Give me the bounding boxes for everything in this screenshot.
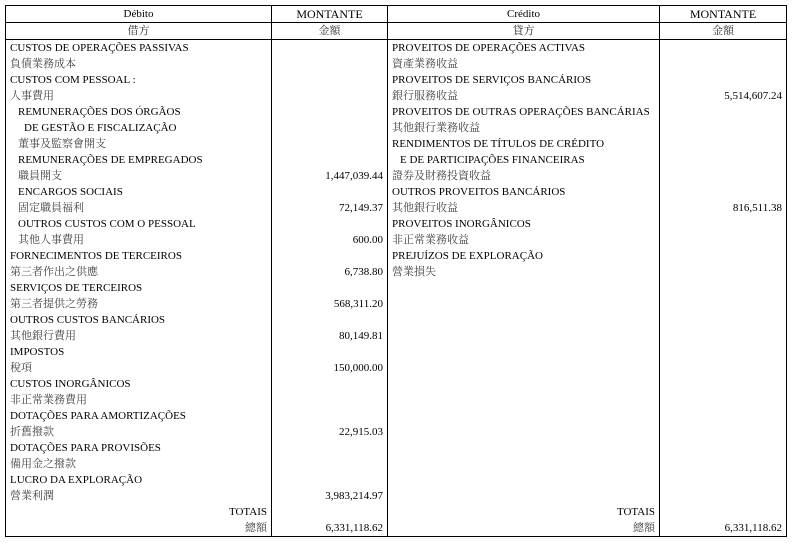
debit-item-label: 固定職員福利 [6,200,272,216]
debit-item-label: OUTROS CUSTOS COM O PESSOAL [6,216,272,232]
credit-item-amount [660,136,787,152]
credit-item-label [388,456,660,472]
debit-item-amount [272,456,388,472]
credit-item-amount [660,232,787,248]
table-row [6,200,787,216]
debit-item-amount: 1,447,039.44 [272,168,388,184]
debit-item-amount: 600.00 [272,232,388,248]
debit-item-amount [272,88,388,104]
credit-item-amount [660,408,787,424]
debit-item-amount [272,408,388,424]
credit-item-amount [660,424,787,440]
debit-item-amount [272,280,388,296]
credit-item-label [388,424,660,440]
table-row [6,488,787,504]
credit-item-label [388,296,660,312]
profit-loss-table [5,5,787,537]
credit-item-label [388,408,660,424]
table-row [6,424,787,440]
debit-item-amount: 80,149.81 [272,328,388,344]
table-row [6,440,787,456]
debit-totals-label: TOTAIS [6,504,272,520]
credit-item-amount [660,56,787,72]
credit-item-label: 銀行服務收益 [388,88,660,104]
debit-item-label: 人事費用 [6,88,272,104]
credit-item-amount [660,344,787,360]
debit-item-label: 第三者提供之勞務 [6,296,272,312]
credit-item-label: RENDIMENTOS DE TÍTULOS DE CRÉDITO [388,136,660,152]
credit-item-label: 證券及財務投資收益 [388,168,660,184]
debit-item-label: 其他人事費用 [6,232,272,248]
credit-amount-header: MONTANTE [660,6,787,23]
debit-item-amount [272,392,388,408]
debit-item-label: SERVIÇOS DE TERCEIROS [6,280,272,296]
credit-item-amount [660,120,787,136]
credit-item-amount [660,488,787,504]
debit-item-amount [272,344,388,360]
table-row [6,184,787,200]
debit-amount-header: MONTANTE [272,6,388,23]
debit-item-amount [272,216,388,232]
credit-item-amount [660,440,787,456]
debit-item-label: LUCRO DA EXPLORAÇÃO [6,472,272,488]
debit-item-amount [272,136,388,152]
credit-item-amount: 5,514,607.24 [660,88,787,104]
debit-item-label: 董事及監察會開支 [6,136,272,152]
credit-header-zh: 貸方 [388,23,660,40]
credit-item-label: PROVEITOS INORGÂNICOS [388,216,660,232]
debit-item-label: CUSTOS INORGÂNICOS [6,376,272,392]
debit-header-zh: 借方 [6,23,272,40]
table-row [6,56,787,72]
debit-item-amount: 150,000.00 [272,360,388,376]
credit-item-label [388,312,660,328]
credit-item-label: PROVEITOS DE OUTRAS OPERAÇÕES BANCÁRIAS [388,104,660,120]
credit-item-amount [660,40,787,57]
table-row [6,232,787,248]
table-row [6,296,787,312]
table-row [6,72,787,88]
table-row [6,40,787,57]
credit-item-amount [660,264,787,280]
credit-item-label: E DE PARTICIPAÇÕES FINANCEIRAS [388,152,660,168]
table-row [6,360,787,376]
table-row [6,248,787,264]
credit-item-label: 其他銀行收益 [388,200,660,216]
credit-totals-label-zh: 總額 [388,520,660,537]
credit-item-amount [660,104,787,120]
totals-row [6,504,787,520]
debit-item-label: DE GESTÃO E FISCALIZAÇÃO [6,120,272,136]
table-row [6,472,787,488]
table-row [6,168,787,184]
credit-item-amount [660,312,787,328]
debit-item-amount [272,152,388,168]
debit-header: Débito [6,6,272,23]
debit-item-amount: 72,149.37 [272,200,388,216]
debit-item-label: CUSTOS DE OPERAÇÕES PASSIVAS [6,40,272,57]
debit-item-amount [272,40,388,57]
credit-item-label: OUTROS PROVEITOS BANCÁRIOS [388,184,660,200]
credit-item-amount [660,296,787,312]
debit-item-amount: 6,738.80 [272,264,388,280]
debit-total-cell [272,504,388,520]
debit-totals-label-zh: 總額 [6,520,272,537]
debit-item-amount: 3,983,214.97 [272,488,388,504]
debit-item-amount: 22,915.03 [272,424,388,440]
debit-item-amount [272,56,388,72]
credit-item-label [388,488,660,504]
table-row [6,376,787,392]
debit-item-label: 營業利潤 [6,488,272,504]
debit-item-label: 非正常業務費用 [6,392,272,408]
debit-item-label: OUTROS CUSTOS BANCÁRIOS [6,312,272,328]
debit-item-label: DOTAÇÕES PARA AMORTIZAÇÕES [6,408,272,424]
table-row [6,104,787,120]
debit-item-label: 負債業務成本 [6,56,272,72]
debit-item-amount [272,248,388,264]
credit-item-label: 非正常業務收益 [388,232,660,248]
credit-item-label: PREJUÍZOS DE EXPLORAÇÃO [388,248,660,264]
debit-item-amount [272,72,388,88]
credit-amount-header-zh: 金額 [660,23,787,40]
debit-item-amount [272,184,388,200]
debit-item-label: REMUNERAÇÕES DOS ÓRGÃOS [6,104,272,120]
table-row [6,264,787,280]
debit-item-label: 職員開支 [6,168,272,184]
debit-item-label: IMPOSTOS [6,344,272,360]
credit-item-label [388,376,660,392]
credit-item-label [388,472,660,488]
debit-item-label: 稅項 [6,360,272,376]
debit-total-amount: 6,331,118.62 [272,520,388,537]
debit-item-amount [272,312,388,328]
credit-item-label [388,440,660,456]
credit-item-label [388,344,660,360]
table-row [6,152,787,168]
debit-item-label: 第三者作出之供應 [6,264,272,280]
ledger-body [6,40,787,537]
table-row [6,456,787,472]
credit-header: Crédito [388,6,660,23]
credit-item-amount [660,184,787,200]
credit-item-label [388,392,660,408]
credit-item-amount [660,456,787,472]
debit-item-label: FORNECIMENTOS DE TERCEIROS [6,248,272,264]
debit-item-amount [272,376,388,392]
credit-item-label: PROVEITOS DE SERVIÇOS BANCÁRIOS [388,72,660,88]
table-row [6,312,787,328]
debit-item-label: 其他銀行費用 [6,328,272,344]
debit-item-amount [272,440,388,456]
credit-totals-label: TOTAIS [388,504,660,520]
debit-amount-header-zh: 金額 [272,23,388,40]
credit-item-amount [660,216,787,232]
credit-item-amount [660,360,787,376]
debit-item-label: CUSTOS COM PESSOAL : [6,72,272,88]
debit-item-amount [272,472,388,488]
credit-total-amount: 6,331,118.62 [660,520,787,537]
credit-item-amount [660,328,787,344]
table-row [6,344,787,360]
table-row [6,328,787,344]
credit-item-label: 資產業務收益 [388,56,660,72]
credit-item-amount [660,152,787,168]
credit-item-amount [660,376,787,392]
credit-item-label [388,280,660,296]
debit-item-label: ENCARGOS SOCIAIS [6,184,272,200]
totals-row-zh [6,520,787,537]
credit-item-label [388,328,660,344]
credit-item-label [388,360,660,376]
credit-item-label: 其他銀行業務收益 [388,120,660,136]
credit-item-amount [660,392,787,408]
table-row [6,280,787,296]
credit-item-label: 營業損失 [388,264,660,280]
credit-item-amount [660,472,787,488]
credit-total-cell [660,504,787,520]
debit-item-amount [272,120,388,136]
table-row [6,216,787,232]
debit-item-label: REMUNERAÇÕES DE EMPREGADOS [6,152,272,168]
table-row [6,120,787,136]
credit-item-amount [660,280,787,296]
credit-item-amount [660,248,787,264]
table-row [6,88,787,104]
debit-item-amount: 568,311.20 [272,296,388,312]
debit-item-label: 折舊撥款 [6,424,272,440]
table-row [6,408,787,424]
table-row [6,136,787,152]
debit-item-label: DOTAÇÕES PARA PROVISÕES [6,440,272,456]
debit-item-amount [272,104,388,120]
credit-item-amount [660,72,787,88]
credit-item-label: PROVEITOS DE OPERAÇÕES ACTIVAS [388,40,660,57]
credit-item-amount [660,168,787,184]
table-row [6,392,787,408]
credit-item-amount: 816,511.38 [660,200,787,216]
debit-item-label: 備用金之撥款 [6,456,272,472]
